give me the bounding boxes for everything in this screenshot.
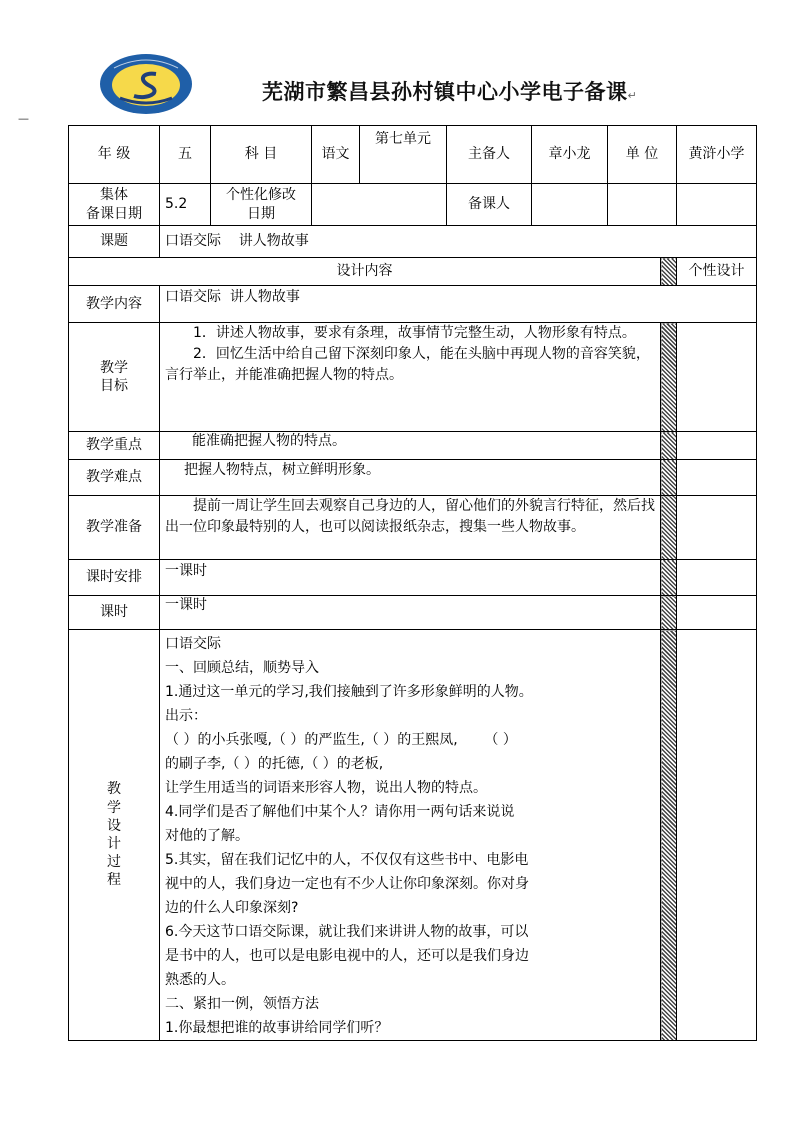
personal-design-cell [677, 596, 757, 630]
process-line: 让学生用适当的词语来形容人物，说出人物的特点。 [165, 780, 487, 796]
process-line: 出示： [165, 708, 207, 724]
row-content [69, 286, 757, 323]
key-point-value: 能准确把握人物的特点。 [160, 432, 661, 460]
lead-teacher-label: 主备人 [447, 126, 532, 184]
process-line: 对他的了解。 [165, 828, 249, 844]
lesson-plan-table [68, 125, 757, 1041]
group-date-label-2: 备课日期 [86, 205, 142, 222]
goals-label [69, 323, 160, 432]
personal-design-cell [677, 630, 757, 1041]
period-value: 一课时 [160, 596, 661, 630]
process-line: 4.同学们是否了解他们中某个人？请你用一两句话来说说 [165, 804, 515, 820]
prep-label: 教学准备 [69, 496, 160, 560]
paragraph-mark: ↵ [627, 89, 638, 102]
hatched-divider [661, 596, 677, 630]
key-point-label: 教学重点 [69, 432, 160, 460]
grade-label: 年 级 [69, 126, 160, 184]
process-label-char: 设 [107, 817, 121, 834]
process-label-char: 学 [107, 799, 121, 816]
process-line: （ ）的小兵张嘎,（ ）的严监生,（ ）的王熙凤, （ ） [165, 732, 517, 748]
process-line: 口语交际 [165, 636, 221, 652]
schedule-value: 一课时 [160, 560, 661, 596]
school-logo [98, 52, 194, 116]
hatched-divider [661, 560, 677, 596]
difficulty-value: 把握人物特点，树立鲜明形象。 [160, 460, 661, 496]
goals-text [160, 323, 661, 432]
header-left-mark: — [18, 112, 29, 125]
process-line: 是书中的人，也可以是电影电视中的人，还可以是我们身边 [165, 948, 529, 964]
goals-label-1: 教学 [100, 359, 128, 376]
schedule-label: 课时安排 [69, 560, 160, 596]
process-line: 的刷子李,（ ）的托德,（ ）的老板, [165, 756, 384, 772]
personal-design-cell [677, 560, 757, 596]
row-basic-info [69, 126, 757, 184]
process-line: 二、紧扣一例，领悟方法 [165, 996, 319, 1012]
row-period [69, 596, 757, 630]
process-line: 熟悉的人。 [165, 972, 235, 988]
modify-date-label-2: 日期 [247, 205, 275, 222]
subject-value: 语文 [312, 126, 360, 184]
process-label-char: 教 [107, 781, 121, 798]
personal-design-cell [677, 496, 757, 560]
period-label: 课时 [69, 596, 160, 630]
goal-item-1: 1．讲述人物故事，要求有条理，故事情节完整生动，人物形象有特点。 [193, 325, 636, 341]
lead-teacher-value: 章小龙 [532, 126, 608, 184]
group-date-label [69, 184, 160, 226]
grade-value: 五 [160, 126, 211, 184]
process-line: 视中的人，我们身边一定也有不少人让你印象深刻。你对身 [165, 876, 529, 892]
subject-label: 科 目 [211, 126, 312, 184]
personal-design-cell [677, 432, 757, 460]
prep-value: 提前一周让学生回去观察自己身边的人，留心他们的外貌言行特征，然后找出一位印象最特别的人，也可以阅读报纸杂志，搜集一些人物故事。 [165, 498, 655, 535]
row-prep [69, 496, 757, 560]
page-title [262, 76, 637, 106]
row-schedule [69, 560, 757, 596]
row-dates [69, 184, 757, 226]
group-date-label-1: 集体 [100, 187, 128, 204]
process-line: 一、回顾总结，顺势导入 [165, 660, 319, 676]
row-topic [69, 226, 757, 258]
goals-label-2: 目标 [100, 378, 128, 394]
process-label-char: 过 [107, 854, 121, 871]
row-key-point [69, 432, 757, 460]
preparer-value [532, 184, 608, 226]
hatched-divider [661, 630, 677, 1041]
unit-value: 第七单元 [360, 126, 447, 184]
content-value: 口语交际 讲人物故事 [160, 286, 757, 323]
prep-text [160, 496, 661, 560]
topic-value: 口语交际 讲人物故事 [160, 226, 757, 258]
row-section-header [69, 258, 757, 286]
row-difficulty [69, 460, 757, 496]
process-line: 5.其实，留在我们记忆中的人，不仅仅有这些书中、电影电 [165, 852, 529, 868]
hatched-divider [661, 323, 677, 432]
topic-label: 课题 [69, 226, 160, 258]
hatched-divider [661, 432, 677, 460]
process-line: 1.你最想把谁的故事讲给同学们听？ [165, 1020, 389, 1036]
personal-design-cell [677, 323, 757, 432]
process-label-char: 程 [107, 872, 121, 889]
group-date-value: 5.2 [160, 184, 211, 226]
content-label: 教学内容 [69, 286, 160, 323]
row-process [69, 630, 757, 1041]
empty-cell [677, 184, 757, 226]
modify-date-label-1: 个性化修改 [226, 187, 296, 204]
hatched-divider [661, 496, 677, 560]
hatched-divider [661, 460, 677, 496]
difficulty-label: 教学难点 [69, 460, 160, 496]
org-label: 单 位 [608, 126, 677, 184]
empty-cell [608, 184, 677, 226]
hatched-divider [661, 258, 677, 286]
process-label [69, 630, 160, 1041]
modify-date-label [211, 184, 312, 226]
preparer-label: 备课人 [447, 184, 532, 226]
personal-design-cell [677, 460, 757, 496]
process-text [160, 630, 661, 1041]
modify-date-value [312, 184, 447, 226]
process-line: 1.通过这一单元的学习,我们接触到了许多形象鲜明的人物。 [165, 684, 533, 700]
process-line: 边的什么人印象深刻? [165, 900, 299, 916]
personal-design-header: 个性设计 [677, 258, 757, 286]
page-title-text: 芜湖市繁昌县孙村镇中心小学电子备课 [262, 80, 628, 104]
goal-item-2: 2．回忆生活中给自己留下深刻印象人，能在头脑中再现人物的音容笑貌，言行举止，并能准确把握人物的特点。 [165, 346, 650, 383]
row-goals [69, 323, 757, 432]
org-value: 黄浒小学 [677, 126, 757, 184]
design-content-header: 设计内容 [69, 258, 661, 286]
process-label-char: 计 [107, 836, 121, 852]
process-line: 6.今天这节口语交际课，就让我们来讲讲人物的故事，可以 [165, 924, 529, 940]
